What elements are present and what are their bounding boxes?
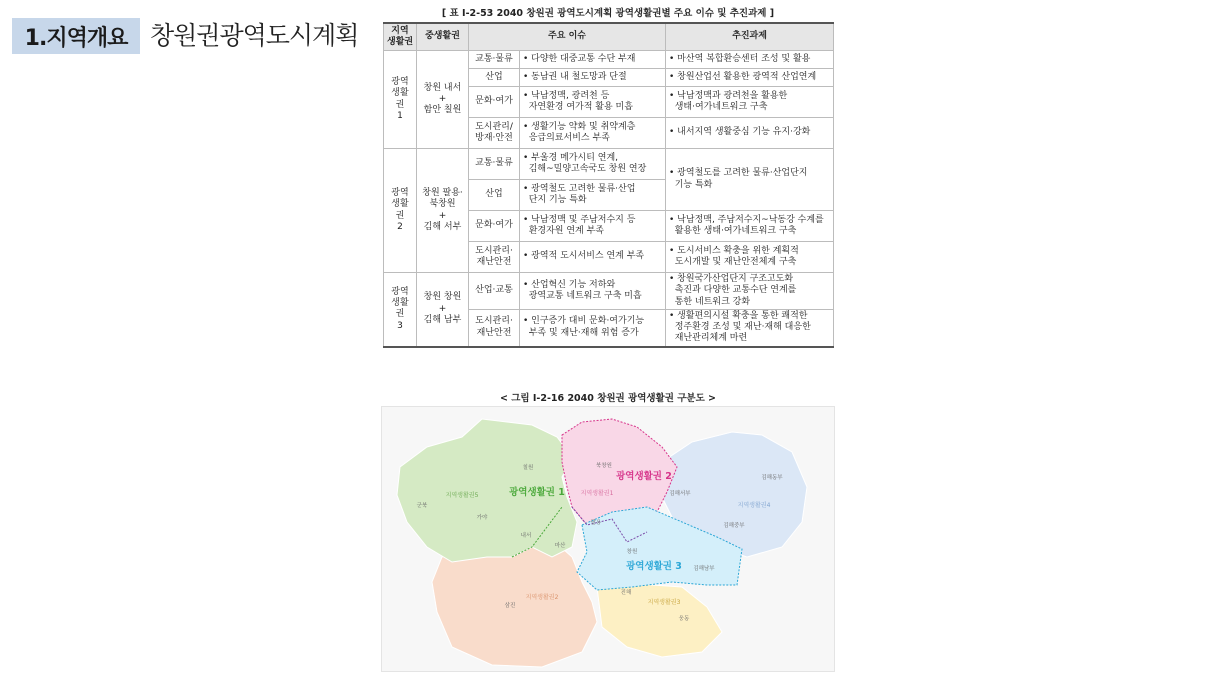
label-local-4: 지역생활권4 — [737, 502, 771, 509]
label-local-5: 지역생활권5 — [445, 492, 479, 499]
category-cell: 교통·물류 — [469, 51, 520, 69]
table-body — [384, 51, 834, 347]
slide-title: 창원권광역도시계획 — [150, 21, 359, 50]
header-task: 추진과제 — [666, 23, 834, 51]
category-cell: 문화·여가 — [469, 211, 520, 242]
place-label: 김해남부 — [693, 566, 715, 572]
place-label: 김해동부 — [761, 475, 783, 481]
task-cell: • 내서지역 생활중심 기능 유지·강화 — [666, 118, 834, 149]
category-cell: 산업 — [469, 180, 520, 211]
category-cell: 산업 — [469, 69, 520, 87]
table-row — [384, 149, 834, 180]
place-label: 군북 — [416, 503, 428, 509]
place-label: 마산 — [554, 543, 566, 549]
region-map — [381, 406, 835, 672]
task-cell: • 낙남정맥, 주남저수지~낙동강 수계를 활용한 생태·여가네트워크 구축 — [666, 211, 834, 242]
section-label: 1.지역개요 — [24, 25, 128, 51]
place-label: 웅동 — [678, 616, 690, 622]
label-local-3: 지역생활권3 — [647, 599, 681, 606]
place-label: 칠원 — [522, 465, 534, 471]
issue-cell: • 생활기능 약화 및 취약계층 응급의료서비스 부족 — [520, 118, 666, 149]
place-label: 진해 — [620, 590, 632, 596]
region-cell: 광역 생활권 1 — [384, 51, 417, 149]
header-issue: 주요 이슈 — [469, 23, 666, 51]
category-cell: 산업·교통 — [469, 273, 520, 310]
issue-cell: • 동남권 내 철도망과 단절 — [520, 69, 666, 87]
issue-cell: • 부울경 메가시티 연계, 김해~밀양고속국도 창원 연장 — [520, 149, 666, 180]
section-badge — [12, 18, 140, 54]
place-label: 가야 — [476, 515, 488, 521]
issue-cell: • 다양한 대중교통 수단 부재 — [520, 51, 666, 69]
table-header-row — [384, 23, 834, 51]
sub-region-cell: 창원 팔용· 북창원 + 김해 서부 — [417, 149, 469, 273]
header-region: 지역 생활권 — [384, 23, 417, 51]
label-local-2: 지역생활권2 — [525, 594, 559, 601]
label-local-1: 지역생활권1 — [580, 490, 614, 497]
table-caption: [ 표 Ⅰ-2-53 2040 창원권 광역도시계획 광역생활권별 주요 이슈 및 추진과제 ] — [441, 8, 775, 19]
issues-table — [383, 22, 834, 348]
task-cell: • 광역철도를 고려한 물류·산업단지 기능 특화 — [666, 149, 834, 211]
sub-region-cell: 창원 내서 + 함안 칠원 — [417, 51, 469, 149]
issue-cell: • 광역철도 고려한 물류·산업 단지 기능 특화 — [520, 180, 666, 211]
issue-cell: • 낙남정맥, 광려천 등 자연환경 여가적 활용 미흡 — [520, 87, 666, 118]
place-label: 삼진 — [504, 603, 516, 609]
issue-cell: • 낙남정맥 및 주남저수지 등 환경자원 연계 부족 — [520, 211, 666, 242]
figure-caption: < 그림 Ⅰ-2-16 2040 창원권 광역생활권 구분도 > — [499, 393, 717, 404]
header-sub-region: 중생활권 — [417, 23, 469, 51]
task-cell: • 마산역 복합환승센터 조성 및 활용 — [666, 51, 834, 69]
task-cell: • 생활편의시설 확충을 통한 쾌적한 정주환경 조성 및 재난·재해 대응한 재난관리체계 마련 — [666, 309, 834, 346]
category-cell: 도시관리· 재난안전 — [469, 242, 520, 273]
issue-cell: • 산업혁신 기능 저하와 광역교통 네트워크 구축 미흡 — [520, 273, 666, 310]
task-cell: • 낙남정맥과 광려천을 활용한 생태·여가네트워크 구축 — [666, 87, 834, 118]
category-cell: 도시관리/ 방재·안전 — [469, 118, 520, 149]
table-row — [384, 273, 834, 310]
place-label: 북창원 — [596, 463, 612, 469]
map-area-local-3 — [597, 582, 722, 657]
place-label: 김해중부 — [723, 523, 745, 529]
sub-region-cell: 창원 창원 + 김해 남부 — [417, 273, 469, 347]
label-wide-2: 광역생활권 2 — [616, 471, 672, 482]
place-label: 내서 — [520, 533, 532, 539]
place-label: 김해서부 — [669, 491, 691, 497]
task-cell: • 도시서비스 확충을 위한 계획적 도시개발 및 재난안전체계 구축 — [666, 242, 834, 273]
label-wide-1: 광역생활권 1 — [509, 487, 565, 498]
label-wide-3: 광역생활권 3 — [626, 561, 682, 572]
place-label: 창원 — [626, 549, 638, 555]
issue-cell: • 인구증가 대비 문화·여가기능 부족 및 재난·재해 위험 증가 — [520, 309, 666, 346]
table-row — [384, 51, 834, 69]
task-cell: • 창원산업선 활용한 광역적 산업연계 — [666, 69, 834, 87]
place-label: 팔용 — [590, 520, 602, 526]
task-cell: • 창원국가산업단지 구조고도화 촉진과 다양한 교통수단 연계를 통한 네트워크 강화 — [666, 273, 834, 310]
region-cell: 광역 생활권 2 — [384, 149, 417, 273]
category-cell: 문화·여가 — [469, 87, 520, 118]
category-cell: 도시관리· 재난안전 — [469, 309, 520, 346]
issue-cell: • 광역적 도시서비스 연계 부족 — [520, 242, 666, 273]
region-map-svg — [382, 407, 834, 671]
region-cell: 광역 생활권 3 — [384, 273, 417, 347]
category-cell: 교통·물류 — [469, 149, 520, 180]
